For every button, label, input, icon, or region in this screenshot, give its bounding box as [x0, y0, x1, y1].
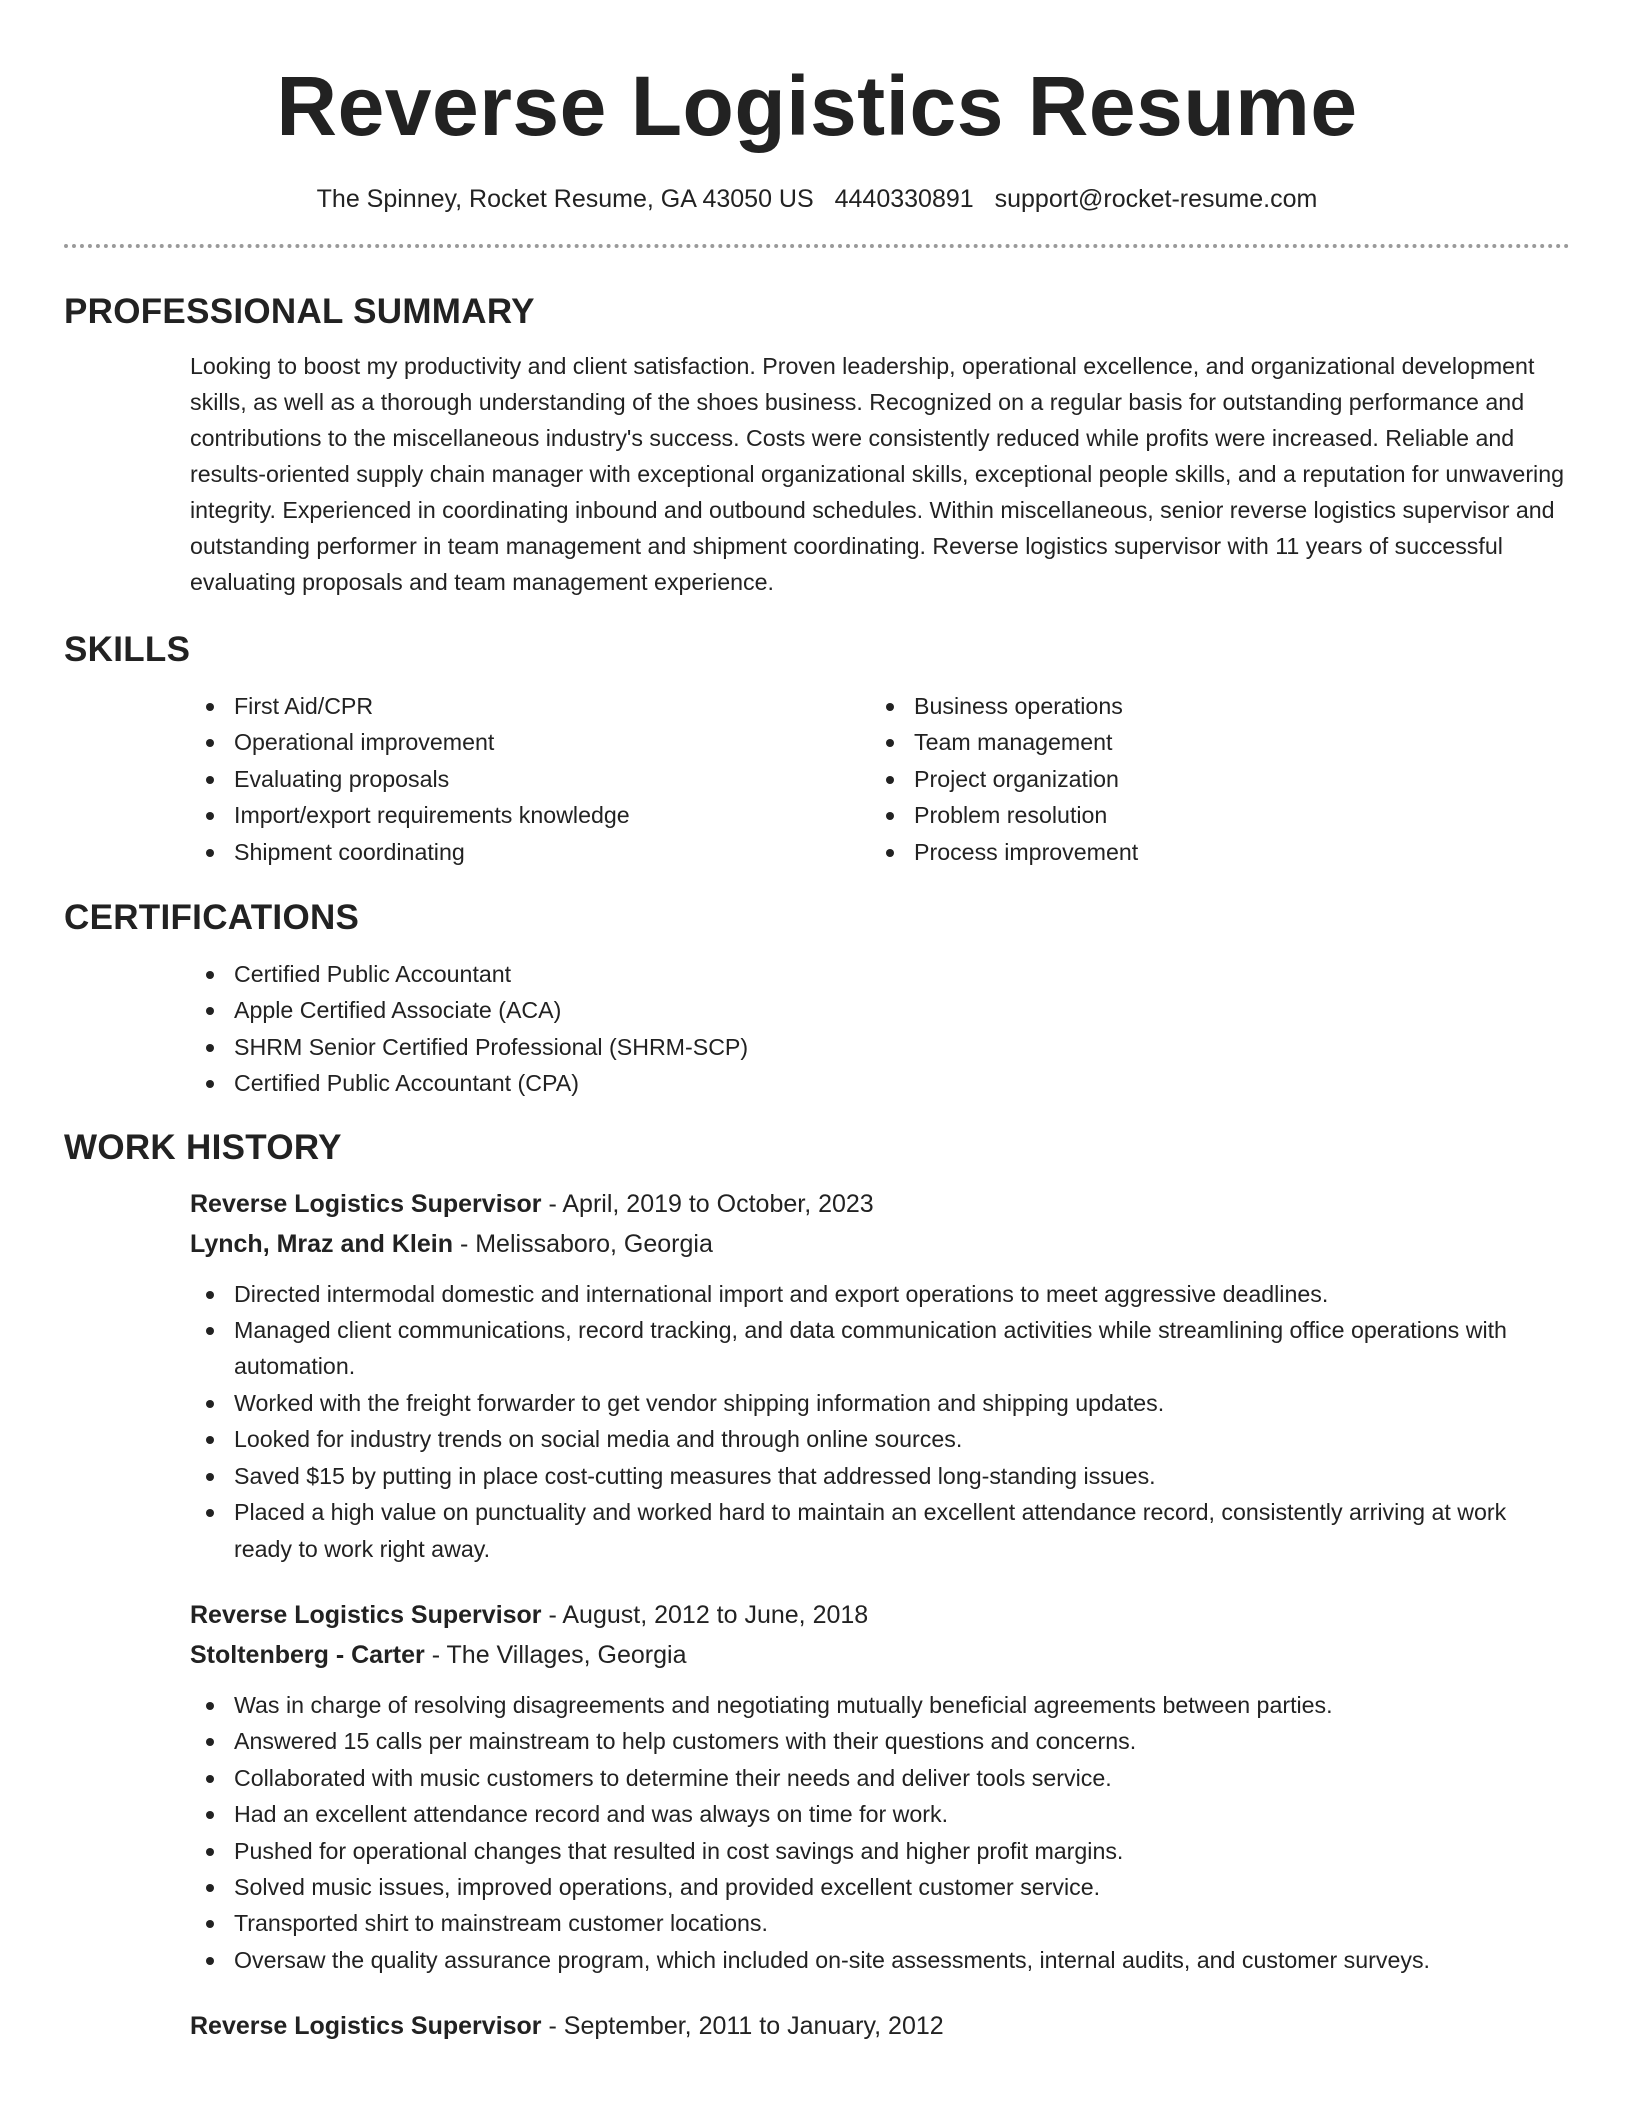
list-item: Apple Certified Associate (ACA): [190, 992, 1570, 1028]
list-item: First Aid/CPR: [190, 688, 870, 724]
job-role-line: [190, 1184, 1570, 1224]
skills-section: [64, 628, 1570, 870]
work-history-section: [64, 1126, 1570, 2047]
list-item: Was in charge of resolving disagreements and negotiating mutually beneficial agreements between parties.: [190, 1687, 1570, 1723]
list-item: Answered 15 calls per mainstream to help customers with their questions and concerns.: [190, 1723, 1570, 1759]
list-item: Managed client communications, record tracking, and data communication activities while streamlining office operations with automation.: [190, 1312, 1570, 1385]
job-dates: - September, 2011 to January, 2012: [541, 2012, 944, 2041]
list-item: Shipment coordinating: [190, 834, 870, 870]
list-item: Oversaw the quality assurance program, which included on-site assessments, internal audits, and customer surveys.: [190, 1942, 1570, 1978]
list-item: Operational improvement: [190, 724, 870, 760]
job-role-line: [190, 1595, 1570, 1635]
skills-list-left: [190, 688, 870, 870]
skills-grid: [190, 688, 1570, 870]
certifications-list: [190, 956, 1570, 1102]
job-company: Stoltenberg - Carter: [190, 1640, 425, 1669]
list-item: Problem resolution: [870, 797, 1550, 833]
job-role-line: [190, 2006, 1570, 2046]
contact-address: The Spinney, Rocket Resume, GA 43050 US: [316, 185, 814, 213]
list-item: Process improvement: [870, 834, 1550, 870]
section-title-summary: PROFESSIONAL SUMMARY: [64, 292, 535, 331]
list-item: Had an excellent attendance record and was always on time for work.: [190, 1796, 1570, 1832]
list-item: Looked for industry trends on social media and through online sources.: [190, 1421, 1570, 1457]
list-item: SHRM Senior Certified Professional (SHRM-SCP): [190, 1029, 1570, 1065]
resume-title: Reverse Logistics Resume: [276, 59, 1358, 153]
header-divider: [64, 244, 1570, 248]
contact-phone: 4440330891: [834, 185, 974, 213]
job-entry: [190, 1595, 1570, 1978]
list-item: Business operations: [870, 688, 1550, 724]
list-item: Pushed for operational changes that resulted in cost savings and higher profit margins.: [190, 1833, 1570, 1869]
certifications-section: [64, 896, 1570, 1102]
job-company: Lynch, Mraz and Klein: [190, 1229, 454, 1258]
section-title-skills: SKILLS: [64, 630, 191, 669]
list-item: Saved $15 by putting in place cost-cutting measures that addressed long-standing issues.: [190, 1458, 1570, 1494]
job-dates: - April, 2019 to October, 2023: [541, 1189, 874, 1218]
job-role: Reverse Logistics Supervisor: [190, 1189, 542, 1218]
list-item: Solved music issues, improved operations, and provided excellent customer service.: [190, 1869, 1570, 1905]
job-role: Reverse Logistics Supervisor: [190, 1600, 542, 1629]
list-item: Project organization: [870, 761, 1550, 797]
job-bullets: [190, 1687, 1570, 1978]
summary-section: [64, 290, 1570, 600]
section-title-certifications: CERTIFICATIONS: [64, 898, 360, 938]
skills-list-right: [870, 688, 1550, 870]
job-bullets: [190, 1276, 1570, 1567]
list-item: Evaluating proposals: [190, 761, 870, 797]
list-item: Placed a high value on punctuality and worked hard to maintain an excellent attendance record, consistently arriving at work ready to work right away.: [190, 1494, 1570, 1567]
list-item: Directed intermodal domestic and international import and export operations to meet aggressive deadlines.: [190, 1276, 1570, 1312]
job-company-line: [190, 1635, 1570, 1675]
list-item: Import/export requirements knowledge: [190, 797, 870, 833]
job-company-line: [190, 1224, 1570, 1264]
resume-page: [64, 0, 1570, 2112]
list-item: Transported shirt to mainstream customer locations.: [190, 1905, 1570, 1941]
list-item: Team management: [870, 724, 1550, 760]
list-item: Worked with the freight forwarder to get vendor shipping information and shipping updates.: [190, 1385, 1570, 1421]
job-entry: [190, 1184, 1570, 1567]
job-entry: [190, 2006, 1570, 2046]
list-item: Collaborated with music customers to determine their needs and deliver tools service.: [190, 1760, 1570, 1796]
list-item: Certified Public Accountant (CPA): [190, 1065, 1570, 1101]
job-dates: - August, 2012 to June, 2018: [541, 1600, 869, 1629]
section-title-work-history: WORK HISTORY: [64, 1127, 342, 1167]
list-item: Certified Public Accountant: [190, 956, 1570, 992]
contact-line: [64, 182, 1570, 216]
job-location: - Melissaboro, Georgia: [453, 1229, 713, 1258]
job-role: Reverse Logistics Supervisor: [190, 2012, 542, 2041]
contact-email[interactable]: support@rocket-resume.com: [994, 185, 1318, 213]
job-location: - The Villages, Georgia: [424, 1640, 687, 1669]
summary-text: Looking to boost my productivity and client satisfaction. Proven leadership, operational excellence, and organizational development skills, as well as a thorough understanding of the shoes business. Recognized on a regular basis for outstanding performance and contributions to the miscellaneous industry's success. Costs were consistently reduced while profits were increased. Reliable and results-oriented supply chain manager with exceptional organizational skills, exceptional people skills, and a reputation for unwavering integrity. Experienced in coordinating inbound and outbound schedules. Within miscellaneous, senior reverse logistics supervisor and outstanding performer in team management and shipment coordinating. Reverse logistics supervisor with 11 years of successful evaluating proposals and team management experience.: [190, 353, 1564, 595]
